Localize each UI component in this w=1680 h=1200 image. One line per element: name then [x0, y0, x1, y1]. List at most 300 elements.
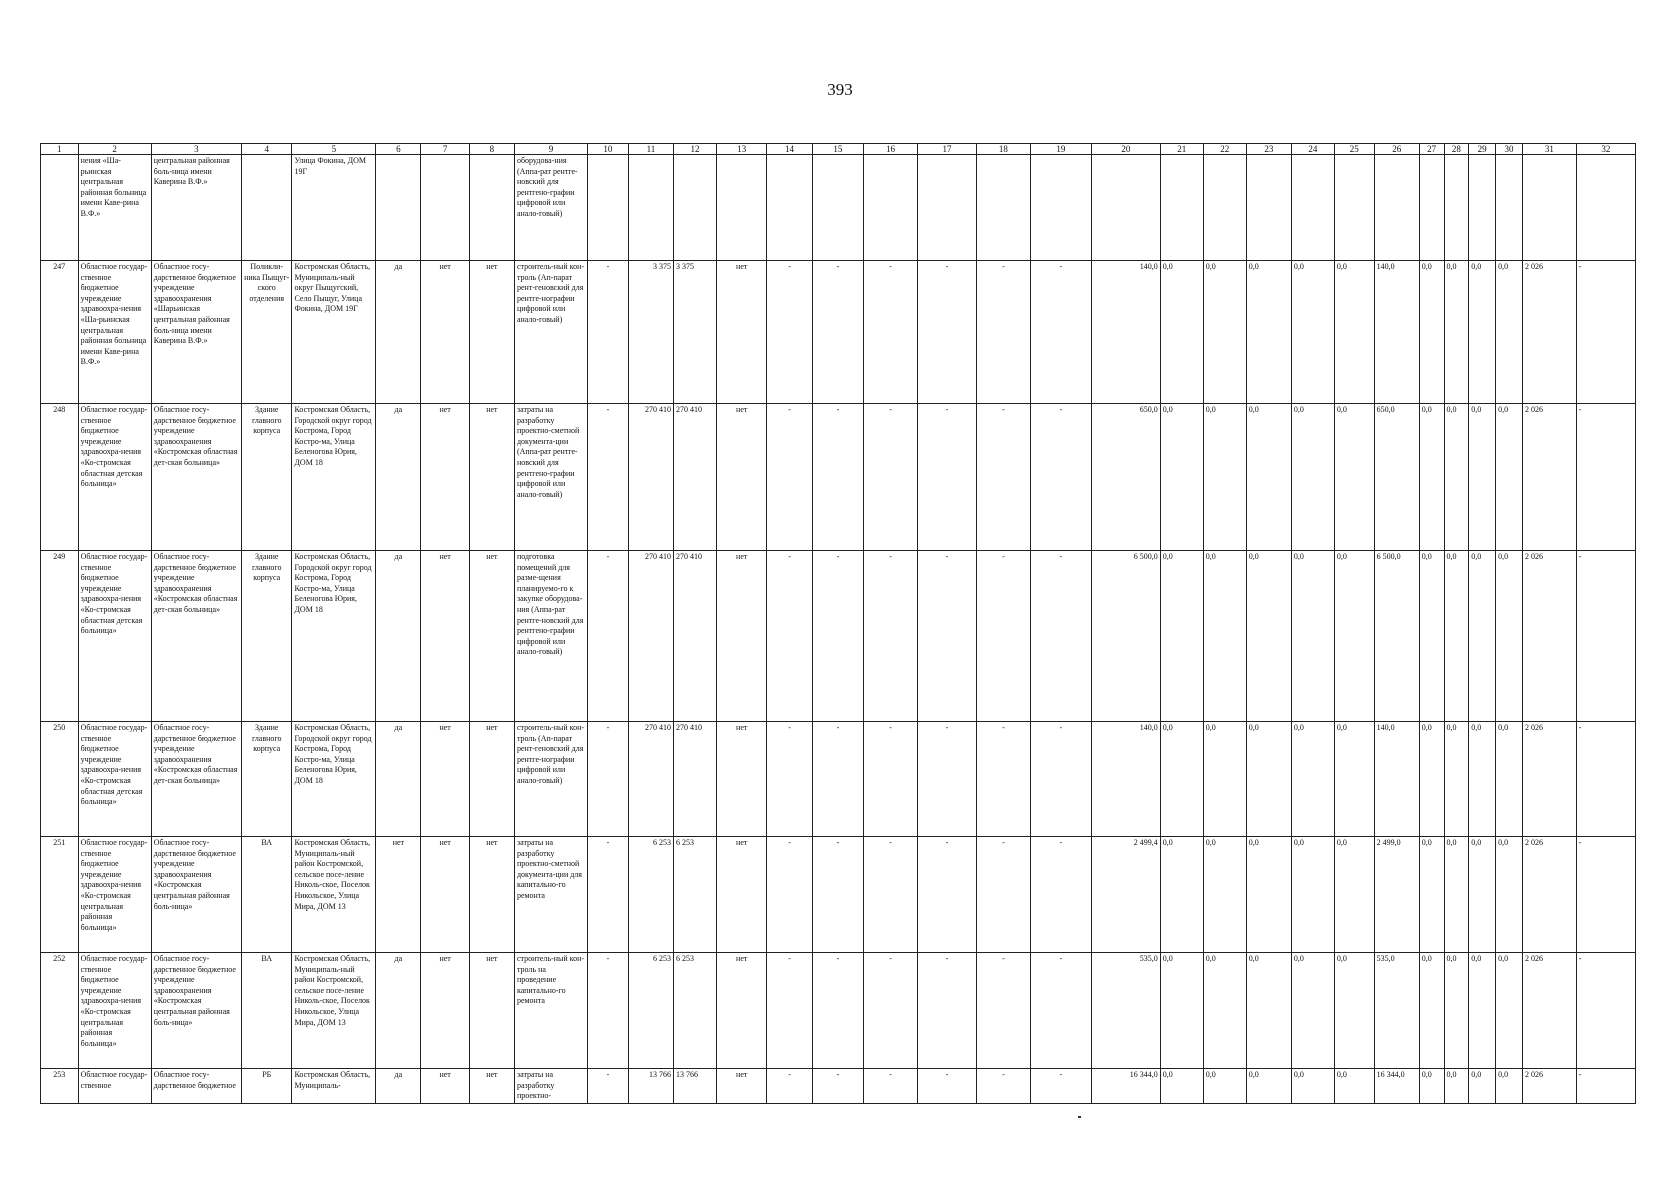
- table-cell-col-3: Областное госу-дарственное бюджетное учреждение здравоохранения «Костромская центральная районная боль-ница»: [151, 837, 241, 953]
- table-cell-col-20: 6 500,0: [1092, 551, 1161, 722]
- table-cell-col-25: 0,0: [1334, 404, 1374, 551]
- table-cell-col-15: -: [812, 722, 864, 837]
- table-cell-col-27: 0,0: [1419, 837, 1444, 953]
- table-cell-col-13: нет: [716, 953, 767, 1069]
- table-cell-col-6: да: [376, 1069, 421, 1104]
- table-cell-col-25: 0,0: [1334, 953, 1374, 1069]
- table-cell-col-29: 0,0: [1469, 953, 1496, 1069]
- column-number-20: 20: [1092, 144, 1161, 155]
- table-cell-col-14: [767, 155, 812, 261]
- table-cell-col-31: 2 026: [1522, 837, 1576, 953]
- table-cell-col-30: 0,0: [1496, 1069, 1523, 1104]
- table-cell-col-19: -: [1030, 953, 1091, 1069]
- table-cell-col-23: [1246, 155, 1291, 261]
- table-cell-col-16: -: [864, 722, 918, 837]
- table-cell-col-4: Здание главного корпуса: [241, 722, 292, 837]
- table-cell-col-11: 270 410: [628, 404, 673, 551]
- table-cell-col-20: 2 499,4: [1092, 837, 1161, 953]
- table-cell-col-21: 0,0: [1160, 837, 1203, 953]
- column-number-14: 14: [767, 144, 812, 155]
- table-cell-col-2: Областное государ-ственное бюджетное учреждение здравоохра-нения «Ко-стромская областная детская больница»: [78, 722, 151, 837]
- table-cell-col-11: 13 766: [628, 1069, 673, 1104]
- table-cell-col-29: 0,0: [1469, 837, 1496, 953]
- table-cell-col-17: -: [917, 1069, 976, 1104]
- column-number-22: 22: [1203, 144, 1246, 155]
- table-cell-col-1: 252: [41, 953, 79, 1069]
- table-cell-col-15: -: [812, 837, 864, 953]
- table-cell-col-13: нет: [716, 1069, 767, 1104]
- table-cell-col-5: Костромская Область, Городской округ город Кострома, Город Костро-ма, Улица Беленогова Юрия, ДОМ 18: [292, 404, 376, 551]
- table-row: [41, 155, 1636, 261]
- table-cell-col-25: 0,0: [1334, 722, 1374, 837]
- table-cell-col-11: 270 410: [628, 551, 673, 722]
- table-cell-col-27: 0,0: [1419, 953, 1444, 1069]
- table-cell-col-30: [1496, 155, 1523, 261]
- table-cell-col-20: [1092, 155, 1161, 261]
- table-cell-col-24: 0,0: [1291, 404, 1334, 551]
- table-cell-col-24: 0,0: [1291, 1069, 1334, 1104]
- table-cell-col-19: -: [1030, 837, 1091, 953]
- table-cell-col-3: Областное госу-дарственное бюджетное: [151, 1069, 241, 1104]
- table-cell-col-10: -: [588, 837, 629, 953]
- table-cell-col-23: 0,0: [1246, 404, 1291, 551]
- table-cell-col-20: 140,0: [1092, 722, 1161, 837]
- table-cell-col-18: -: [977, 722, 1031, 837]
- table-cell-col-4: Здание главного корпуса: [241, 404, 292, 551]
- table-cell-col-29: 0,0: [1469, 722, 1496, 837]
- table-cell-col-11: 6 253: [628, 953, 673, 1069]
- table-row: [41, 722, 1636, 837]
- column-number-19: 19: [1030, 144, 1091, 155]
- table-cell-col-1: 248: [41, 404, 79, 551]
- table-cell-col-26: 140,0: [1374, 261, 1419, 404]
- table-cell-col-26: [1374, 155, 1419, 261]
- column-number-24: 24: [1291, 144, 1334, 155]
- table-cell-col-17: -: [917, 261, 976, 404]
- table-cell-col-10: -: [588, 953, 629, 1069]
- table-cell-col-15: -: [812, 261, 864, 404]
- table-cell-col-29: 0,0: [1469, 261, 1496, 404]
- table-cell-col-26: 140,0: [1374, 722, 1419, 837]
- table-cell-col-13: нет: [716, 722, 767, 837]
- table-row: [41, 261, 1636, 404]
- table-cell-col-28: 0,0: [1444, 551, 1469, 722]
- column-number-2: 2: [78, 144, 151, 155]
- table-cell-col-32: -: [1576, 1069, 1635, 1104]
- table-cell-col-7: [421, 155, 469, 261]
- table-cell-col-30: 0,0: [1496, 953, 1523, 1069]
- table-cell-col-5: Костромская Область, Городской округ город Кострома, Город Костро-ма, Улица Беленогова Юрия, ДОМ 18: [292, 551, 376, 722]
- table-cell-col-1: 251: [41, 837, 79, 953]
- table-cell-col-3: центральная районная боль-ница имени Каверина В.Ф.»: [151, 155, 241, 261]
- table-cell-col-3: Областное госу-дарственное бюджетное учреждение здравоохранения «Костромская областная дет-ская больница»: [151, 722, 241, 837]
- table-cell-col-32: -: [1576, 837, 1635, 953]
- table-cell-col-9: затраты на разработку проектно-сметной документа-ции (Аппа-рат рентге-новский для рентгено-графии цифровой или анало-говый): [514, 404, 587, 551]
- column-number-28: 28: [1444, 144, 1469, 155]
- page-number: 393: [827, 80, 853, 99]
- table-cell-col-30: 0,0: [1496, 722, 1523, 837]
- table-cell-col-13: нет: [716, 837, 767, 953]
- table-cell-col-7: нет: [421, 837, 469, 953]
- table-cell-col-2: Областное государ-ственное бюджетное учреждение здравоохра-нения «Ко-стромская областная детская больница»: [78, 551, 151, 722]
- table-cell-col-23: 0,0: [1246, 722, 1291, 837]
- table-cell-col-21: 0,0: [1160, 1069, 1203, 1104]
- table-cell-col-27: 0,0: [1419, 404, 1444, 551]
- table-cell-col-24: [1291, 155, 1334, 261]
- table-cell-col-5: Костромская Область, Городской округ город Кострома, Город Костро-ма, Улица Беленогова Юрия, ДОМ 18: [292, 722, 376, 837]
- table-cell-col-18: -: [977, 551, 1031, 722]
- table-cell-col-31: [1522, 155, 1576, 261]
- table-cell-col-19: [1030, 155, 1091, 261]
- table-cell-col-17: -: [917, 837, 976, 953]
- table-cell-col-26: 650,0: [1374, 404, 1419, 551]
- table-cell-col-19: -: [1030, 404, 1091, 551]
- table-cell-col-16: -: [864, 1069, 918, 1104]
- table-cell-col-7: нет: [421, 1069, 469, 1104]
- table-cell-col-27: 0,0: [1419, 261, 1444, 404]
- table-cell-col-9: затраты на разработку проектно-сметной документа-ции для капитально-го ремонта: [514, 837, 587, 953]
- table-cell-col-17: -: [917, 551, 976, 722]
- table-cell-col-16: -: [864, 404, 918, 551]
- table-cell-col-16: -: [864, 261, 918, 404]
- table-cell-col-13: нет: [716, 261, 767, 404]
- table-cell-col-24: 0,0: [1291, 261, 1334, 404]
- table-cell-col-13: [716, 155, 767, 261]
- table-cell-col-30: 0,0: [1496, 837, 1523, 953]
- table-cell-col-7: нет: [421, 261, 469, 404]
- column-number-32: 32: [1576, 144, 1635, 155]
- table-cell-col-10: -: [588, 722, 629, 837]
- table-cell-col-27: 0,0: [1419, 1069, 1444, 1104]
- table-cell-col-14: -: [767, 1069, 812, 1104]
- column-number-30: 30: [1496, 144, 1523, 155]
- table-cell-col-19: -: [1030, 722, 1091, 837]
- table-cell-col-24: 0,0: [1291, 953, 1334, 1069]
- table-cell-col-28: 0,0: [1444, 404, 1469, 551]
- table-cell-col-15: -: [812, 1069, 864, 1104]
- column-number-15: 15: [812, 144, 864, 155]
- table-cell-col-32: [1576, 155, 1635, 261]
- table-cell-col-8: [469, 155, 514, 261]
- table-cell-col-6: [376, 155, 421, 261]
- table-cell-col-21: [1160, 155, 1203, 261]
- table-cell-col-27: [1419, 155, 1444, 261]
- table-cell-col-4: Здание главного корпуса: [241, 551, 292, 722]
- table-cell-col-11: 3 375: [628, 261, 673, 404]
- table-cell-col-11: 6 253: [628, 837, 673, 953]
- table-cell-col-7: нет: [421, 722, 469, 837]
- table-cell-col-21: 0,0: [1160, 404, 1203, 551]
- table-cell-col-25: 0,0: [1334, 551, 1374, 722]
- table-cell-col-23: 0,0: [1246, 953, 1291, 1069]
- scan-mark: [1078, 1116, 1081, 1118]
- table-cell-col-12: 270 410: [673, 404, 716, 551]
- table-cell-col-22: 0,0: [1203, 551, 1246, 722]
- table-cell-col-2: Областное государ-ственное бюджетное учреждение здравоохра-нения «Ша-рьинская центральная районная больница имени Каве-рина В.Ф.»: [78, 261, 151, 404]
- table-cell-col-28: 0,0: [1444, 722, 1469, 837]
- table-cell-col-1: 247: [41, 261, 79, 404]
- table-cell-col-23: 0,0: [1246, 261, 1291, 404]
- table-cell-col-23: 0,0: [1246, 551, 1291, 722]
- table-cell-col-31: 2 026: [1522, 953, 1576, 1069]
- table-cell-col-14: -: [767, 404, 812, 551]
- table-cell-col-15: -: [812, 953, 864, 1069]
- column-number-23: 23: [1246, 144, 1291, 155]
- table-cell-col-8: нет: [469, 837, 514, 953]
- table-cell-col-15: [812, 155, 864, 261]
- table-cell-col-3: Областное госу-дарственное бюджетное учреждение здравоохранения «Шарьинская центральная районная боль-ница имени Каверина В.Ф.»: [151, 261, 241, 404]
- table-cell-col-26: 2 499,0: [1374, 837, 1419, 953]
- table-cell-col-2: Областное государ-ственное бюджетное учреждение здравоохра-нения «Ко-стромская центральная районная больница»: [78, 837, 151, 953]
- table-cell-col-14: -: [767, 953, 812, 1069]
- table-cell-col-7: нет: [421, 953, 469, 1069]
- table-cell-col-2: Областное государ-ственное бюджетное учреждение здравоохра-нения «Ко-стромская областная детская больница»: [78, 404, 151, 551]
- table-cell-col-32: -: [1576, 953, 1635, 1069]
- table-cell-col-3: Областное госу-дарственное бюджетное учреждение здравоохранения «Костромская центральная районная боль-ница»: [151, 953, 241, 1069]
- table-cell-col-19: -: [1030, 261, 1091, 404]
- table-cell-col-12: 270 410: [673, 551, 716, 722]
- table-row: [41, 837, 1636, 953]
- table-cell-col-31: 2 026: [1522, 551, 1576, 722]
- table-cell-col-31: 2 026: [1522, 722, 1576, 837]
- table-cell-col-4: РБ: [241, 1069, 292, 1104]
- column-number-29: 29: [1469, 144, 1496, 155]
- table-cell-col-12: 6 253: [673, 953, 716, 1069]
- column-number-12: 12: [673, 144, 716, 155]
- table-cell-col-17: -: [917, 722, 976, 837]
- table-cell-col-14: -: [767, 837, 812, 953]
- table-cell-col-18: -: [977, 953, 1031, 1069]
- table-cell-col-8: нет: [469, 551, 514, 722]
- table-cell-col-6: нет: [376, 837, 421, 953]
- table-cell-col-4: Поликли-ника Пыщуг-ского отделения: [241, 261, 292, 404]
- table-cell-col-31: 2 026: [1522, 1069, 1576, 1104]
- table-cell-col-32: -: [1576, 551, 1635, 722]
- column-number-16: 16: [864, 144, 918, 155]
- table-cell-col-6: да: [376, 722, 421, 837]
- table-cell-col-17: [917, 155, 976, 261]
- table-cell-col-1: [41, 155, 79, 261]
- table-cell-col-32: -: [1576, 261, 1635, 404]
- table-cell-col-16: [864, 155, 918, 261]
- table-cell-col-20: 140,0: [1092, 261, 1161, 404]
- table-cell-col-5: Костромская Область, Муниципаль-ный район Костромской, сельское посе-ление Николь-ское, Поселок Никольское, Улица Мира, ДОМ 13: [292, 953, 376, 1069]
- table-cell-col-10: -: [588, 551, 629, 722]
- table-cell-col-16: -: [864, 837, 918, 953]
- table-cell-col-29: 0,0: [1469, 404, 1496, 551]
- column-number-27: 27: [1419, 144, 1444, 155]
- table-cell-col-28: 0,0: [1444, 837, 1469, 953]
- table-cell-col-14: -: [767, 261, 812, 404]
- table-row: [41, 551, 1636, 722]
- table-cell-col-2: Областное государ-ственное: [78, 1069, 151, 1104]
- table-row: [41, 953, 1636, 1069]
- table-cell-col-3: Областное госу-дарственное бюджетное учреждение здравоохранения «Костромская областная дет-ская больница»: [151, 551, 241, 722]
- table-cell-col-9: оборудова-ния (Аппа-рат рентге-новский для рентгено-графии цифровой или анало-говый): [514, 155, 587, 261]
- data-table: [40, 143, 1636, 1104]
- table-cell-col-25: 0,0: [1334, 837, 1374, 953]
- table-cell-col-31: 2 026: [1522, 404, 1576, 551]
- table-row: [41, 404, 1636, 551]
- table-cell-col-7: нет: [421, 551, 469, 722]
- table-cell-col-10: [588, 155, 629, 261]
- table-cell-col-17: -: [917, 404, 976, 551]
- column-number-21: 21: [1160, 144, 1203, 155]
- table-cell-col-6: да: [376, 404, 421, 551]
- table-cell-col-26: 6 500,0: [1374, 551, 1419, 722]
- table-cell-col-22: 0,0: [1203, 1069, 1246, 1104]
- table-cell-col-2: Областное государ-ственное бюджетное учреждение здравоохра-нения «Ко-стромская центральная районная больница»: [78, 953, 151, 1069]
- table-cell-col-26: 535,0: [1374, 953, 1419, 1069]
- table-cell-col-9: затраты на разработку проектно-: [514, 1069, 587, 1104]
- table-cell-col-9: подготовка помещений для разме-щения планируемо-го к закупке оборудова-ния (Аппа-рат рентге-новский для рентгено-графии цифровой или анало-говый): [514, 551, 587, 722]
- table-cell-col-5: Улица Фокина, ДОМ 19Г: [292, 155, 376, 261]
- table-cell-col-22: 0,0: [1203, 837, 1246, 953]
- table-cell-col-1: 250: [41, 722, 79, 837]
- table-cell-col-18: -: [977, 261, 1031, 404]
- table-cell-col-16: -: [864, 953, 918, 1069]
- table-cell-col-21: 0,0: [1160, 551, 1203, 722]
- column-number-18: 18: [977, 144, 1031, 155]
- table-cell-col-23: 0,0: [1246, 1069, 1291, 1104]
- table-cell-col-12: 3 375: [673, 261, 716, 404]
- table-cell-col-21: 0,0: [1160, 261, 1203, 404]
- table-cell-col-24: 0,0: [1291, 837, 1334, 953]
- column-number-17: 17: [917, 144, 976, 155]
- column-number-9: 9: [514, 144, 587, 155]
- table-cell-col-29: 0,0: [1469, 1069, 1496, 1104]
- table-cell-col-28: 0,0: [1444, 1069, 1469, 1104]
- column-number-3: 3: [151, 144, 241, 155]
- table-cell-col-12: 13 766: [673, 1069, 716, 1104]
- table-cell-col-3: Областное госу-дарственное бюджетное учреждение здравоохранения «Костромская областная дет-ская больница»: [151, 404, 241, 551]
- table-cell-col-21: 0,0: [1160, 722, 1203, 837]
- table-cell-col-30: 0,0: [1496, 261, 1523, 404]
- table-cell-col-12: 6 253: [673, 837, 716, 953]
- column-number-26: 26: [1374, 144, 1419, 155]
- table-cell-col-11: 270 410: [628, 722, 673, 837]
- table-cell-col-18: -: [977, 1069, 1031, 1104]
- table-cell-col-30: 0,0: [1496, 551, 1523, 722]
- table-cell-col-20: 535,0: [1092, 953, 1161, 1069]
- table-cell-col-8: нет: [469, 261, 514, 404]
- table-cell-col-4: ВА: [241, 837, 292, 953]
- table-cell-col-6: да: [376, 953, 421, 1069]
- column-number-6: 6: [376, 144, 421, 155]
- table-cell-col-10: -: [588, 404, 629, 551]
- table-cell-col-5: Костромская Область, Муниципаль-ный округ Пыщугский, Село Пыщуг, Улица Фокина, ДОМ 19Г: [292, 261, 376, 404]
- table-cell-col-22: 0,0: [1203, 722, 1246, 837]
- table-cell-col-13: нет: [716, 404, 767, 551]
- table-cell-col-20: 650,0: [1092, 404, 1161, 551]
- table-cell-col-4: [241, 155, 292, 261]
- table-cell-col-31: 2 026: [1522, 261, 1576, 404]
- column-number-31: 31: [1522, 144, 1576, 155]
- table-cell-col-28: [1444, 155, 1469, 261]
- column-number-5: 5: [292, 144, 376, 155]
- column-number-1: 1: [41, 144, 79, 155]
- table-cell-col-23: 0,0: [1246, 837, 1291, 953]
- table-cell-col-14: -: [767, 551, 812, 722]
- column-number-13: 13: [716, 144, 767, 155]
- table-cell-col-18: -: [977, 837, 1031, 953]
- table-cell-col-27: 0,0: [1419, 551, 1444, 722]
- table-cell-col-24: 0,0: [1291, 722, 1334, 837]
- table-cell-col-10: -: [588, 261, 629, 404]
- table-cell-col-1: 253: [41, 1069, 79, 1104]
- table-cell-col-28: 0,0: [1444, 261, 1469, 404]
- table-cell-col-1: 249: [41, 551, 79, 722]
- table-cell-col-4: ВА: [241, 953, 292, 1069]
- column-number-row: [41, 144, 1636, 155]
- table-row: [41, 1069, 1636, 1104]
- table-cell-col-24: 0,0: [1291, 551, 1334, 722]
- table-cell-col-18: [977, 155, 1031, 261]
- table-cell-col-29: [1469, 155, 1496, 261]
- column-number-10: 10: [588, 144, 629, 155]
- table-cell-col-25: [1334, 155, 1374, 261]
- column-number-25: 25: [1334, 144, 1374, 155]
- table-cell-col-7: нет: [421, 404, 469, 551]
- table-cell-col-30: 0,0: [1496, 404, 1523, 551]
- table-cell-col-22: 0,0: [1203, 953, 1246, 1069]
- table-cell-col-9: строитель-ный кон-троль (Ап-парат рент-геновский для рентге-нографии цифровой или анало-говый): [514, 261, 587, 404]
- table-cell-col-8: нет: [469, 404, 514, 551]
- table-cell-col-6: да: [376, 261, 421, 404]
- table-cell-col-26: 16 344,0: [1374, 1069, 1419, 1104]
- table-cell-col-15: -: [812, 404, 864, 551]
- table-cell-col-6: да: [376, 551, 421, 722]
- table-cell-col-27: 0,0: [1419, 722, 1444, 837]
- table-cell-col-5: Костромская Область, Муниципаль-: [292, 1069, 376, 1104]
- column-number-8: 8: [469, 144, 514, 155]
- table-cell-col-18: -: [977, 404, 1031, 551]
- table-cell-col-29: 0,0: [1469, 551, 1496, 722]
- table-cell-col-11: [628, 155, 673, 261]
- table-cell-col-22: [1203, 155, 1246, 261]
- table-cell-col-32: -: [1576, 404, 1635, 551]
- table-cell-col-9: строитель-ный кон-троль (Ап-парат рент-геновский для рентге-нографии цифровой или анало-говый): [514, 722, 587, 837]
- table-cell-col-9: строитель-ный кон-троль на проведение капитально-го ремонта: [514, 953, 587, 1069]
- table-cell-col-21: 0,0: [1160, 953, 1203, 1069]
- table-cell-col-19: -: [1030, 1069, 1091, 1104]
- table-cell-col-8: нет: [469, 1069, 514, 1104]
- table-cell-col-8: нет: [469, 722, 514, 837]
- table-cell-col-22: 0,0: [1203, 261, 1246, 404]
- column-number-7: 7: [421, 144, 469, 155]
- column-number-11: 11: [628, 144, 673, 155]
- table-cell-col-15: -: [812, 551, 864, 722]
- table-cell-col-17: -: [917, 953, 976, 1069]
- table-cell-col-13: нет: [716, 551, 767, 722]
- table-cell-col-25: 0,0: [1334, 261, 1374, 404]
- table-cell-col-8: нет: [469, 953, 514, 1069]
- table-cell-col-16: -: [864, 551, 918, 722]
- table-cell-col-10: -: [588, 1069, 629, 1104]
- table-cell-col-19: -: [1030, 551, 1091, 722]
- table-cell-col-28: 0,0: [1444, 953, 1469, 1069]
- table-cell-col-5: Костромская Область, Муниципаль-ный район Костромской, сельское посе-ление Николь-ское, Поселок Никольское, Улица Мира, ДОМ 13: [292, 837, 376, 953]
- table-cell-col-25: 0,0: [1334, 1069, 1374, 1104]
- table-cell-col-12: 270 410: [673, 722, 716, 837]
- table-cell-col-22: 0,0: [1203, 404, 1246, 551]
- table-cell-col-32: -: [1576, 722, 1635, 837]
- table-cell-col-20: 16 344,0: [1092, 1069, 1161, 1104]
- column-number-4: 4: [241, 144, 292, 155]
- table-cell-col-14: -: [767, 722, 812, 837]
- table-cell-col-2: нения «Ша-рьинская центральная районная больница имени Кавe-рина В.Ф.»: [78, 155, 151, 261]
- table-cell-col-12: [673, 155, 716, 261]
